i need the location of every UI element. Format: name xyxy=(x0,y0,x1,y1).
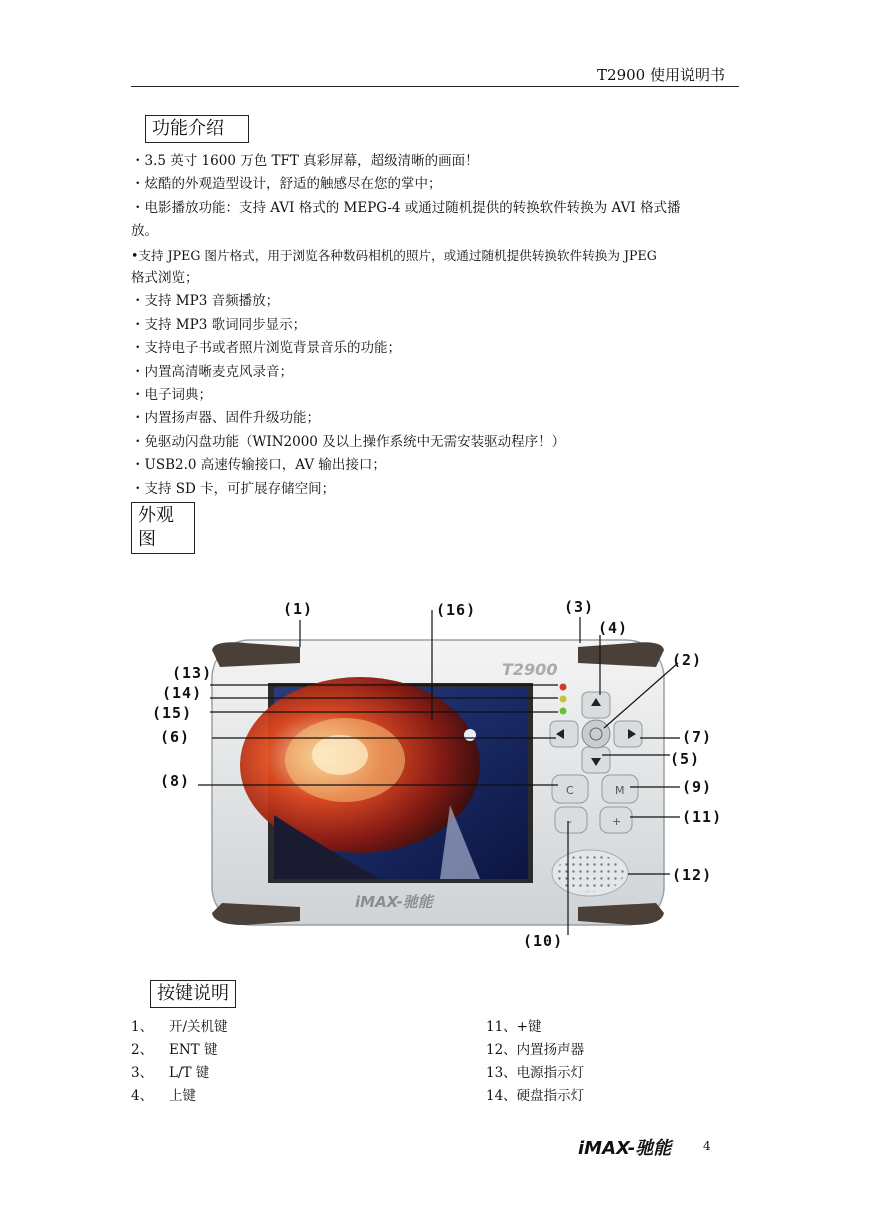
callout-14: (14) xyxy=(162,684,203,702)
model-label: T2900 xyxy=(502,660,558,679)
callout-11: (11) xyxy=(682,808,723,826)
plus-button-label: + xyxy=(612,815,622,828)
feature-line: 格式浏览； xyxy=(131,270,199,287)
callout-5: (5) xyxy=(670,750,701,768)
list-item: 14、硬盘指示灯 xyxy=(486,1088,585,1104)
feature-line: ・3.5 英寸 1600 万色 TFT 真彩屏幕，超级清晰的画面！ xyxy=(131,153,479,169)
svg-text:iMAX-驰能: iMAX-驰能 xyxy=(578,1138,672,1159)
callout-13: (13) xyxy=(172,664,213,682)
device-illustration xyxy=(150,595,740,955)
list-item: 11、+键 xyxy=(486,1019,542,1035)
minus-button-label: - xyxy=(568,815,572,828)
brand-logo xyxy=(578,1135,704,1159)
list-item: 3、 L/T 键 xyxy=(131,1065,210,1081)
list-item: 13、电源指示灯 xyxy=(486,1065,585,1081)
section-title-keys: 按键说明 xyxy=(150,980,236,1008)
status-led-icon xyxy=(560,708,567,715)
section-title-appearance: 外观图 xyxy=(131,502,195,554)
m-button-label: M xyxy=(615,784,625,797)
list-item: 1、 开/关机键 xyxy=(131,1019,228,1035)
feature-line: •支持 JPEG 图片格式，用于浏览各种数码相机的照片，或通过随机提供转换软件转换为 JPEG xyxy=(131,247,657,263)
document-title: T2900 使用说明书 xyxy=(597,66,725,84)
feature-list xyxy=(131,150,741,501)
callout-12: (12) xyxy=(672,866,713,884)
key-list-left xyxy=(131,1016,228,1108)
page-header xyxy=(131,64,739,87)
feature-line: ・支持 MP3 歌词同步显示； xyxy=(131,316,307,333)
callout-6: (6) xyxy=(160,728,191,746)
section-title-features: 功能介绍 xyxy=(145,115,249,143)
callout-1: (1) xyxy=(283,600,314,618)
list-item: 12、内置扬声器 xyxy=(486,1042,585,1058)
feature-line: ・电子词典； xyxy=(131,387,212,404)
c-button-label: C xyxy=(566,784,574,797)
callout-9: (9) xyxy=(682,778,713,796)
feature-line: ・支持 SD 卡，可扩展存储空间； xyxy=(131,480,336,497)
ent-button[interactable] xyxy=(582,720,610,748)
feature-line: ・内置高清晰麦克风录音； xyxy=(131,363,293,380)
feature-line: ・支持电子书或者照片浏览背景音乐的功能； xyxy=(131,340,401,357)
speaker-icon xyxy=(556,854,624,892)
callout-7: (7) xyxy=(682,728,713,746)
callout-2: (2) xyxy=(672,651,703,669)
brand-label: iMAX-驰能 xyxy=(355,893,433,911)
feature-line: 放。 xyxy=(131,223,158,240)
feature-line: ・电影播放功能：支持 AVI 格式的 MEPG-4 或通过随机提供的转换软件转换为 AVI 格式播 xyxy=(131,199,681,216)
callout-10: (10) xyxy=(523,932,564,950)
feature-line: ・内置扬声器、固件升级功能； xyxy=(131,410,320,427)
power-led-icon xyxy=(560,684,567,691)
callout-16: (16) xyxy=(436,601,477,619)
feature-line: ・炫酷的外观造型设计，舒适的触感尽在您的掌中； xyxy=(131,176,442,193)
key-list-right xyxy=(486,1016,584,1108)
callout-8: (8) xyxy=(160,772,191,790)
feature-line: ・支持 MP3 音频播放； xyxy=(131,293,280,310)
callout-15: (15) xyxy=(152,704,193,722)
page-number: 4 xyxy=(703,1139,711,1153)
callout-4: (4) xyxy=(598,619,629,637)
feature-line: ・USB2.0 高速传输接口，AV 输出接口； xyxy=(131,457,386,474)
hdd-led-icon xyxy=(560,696,567,703)
list-item: 4、 上键 xyxy=(131,1088,196,1104)
list-item: 2、 ENT 键 xyxy=(131,1042,218,1058)
feature-line: ・免驱动闪盘功能（WIN2000 及以上操作系统中无需安装驱动程序！） xyxy=(131,433,566,450)
callout-3: (3) xyxy=(564,598,595,616)
